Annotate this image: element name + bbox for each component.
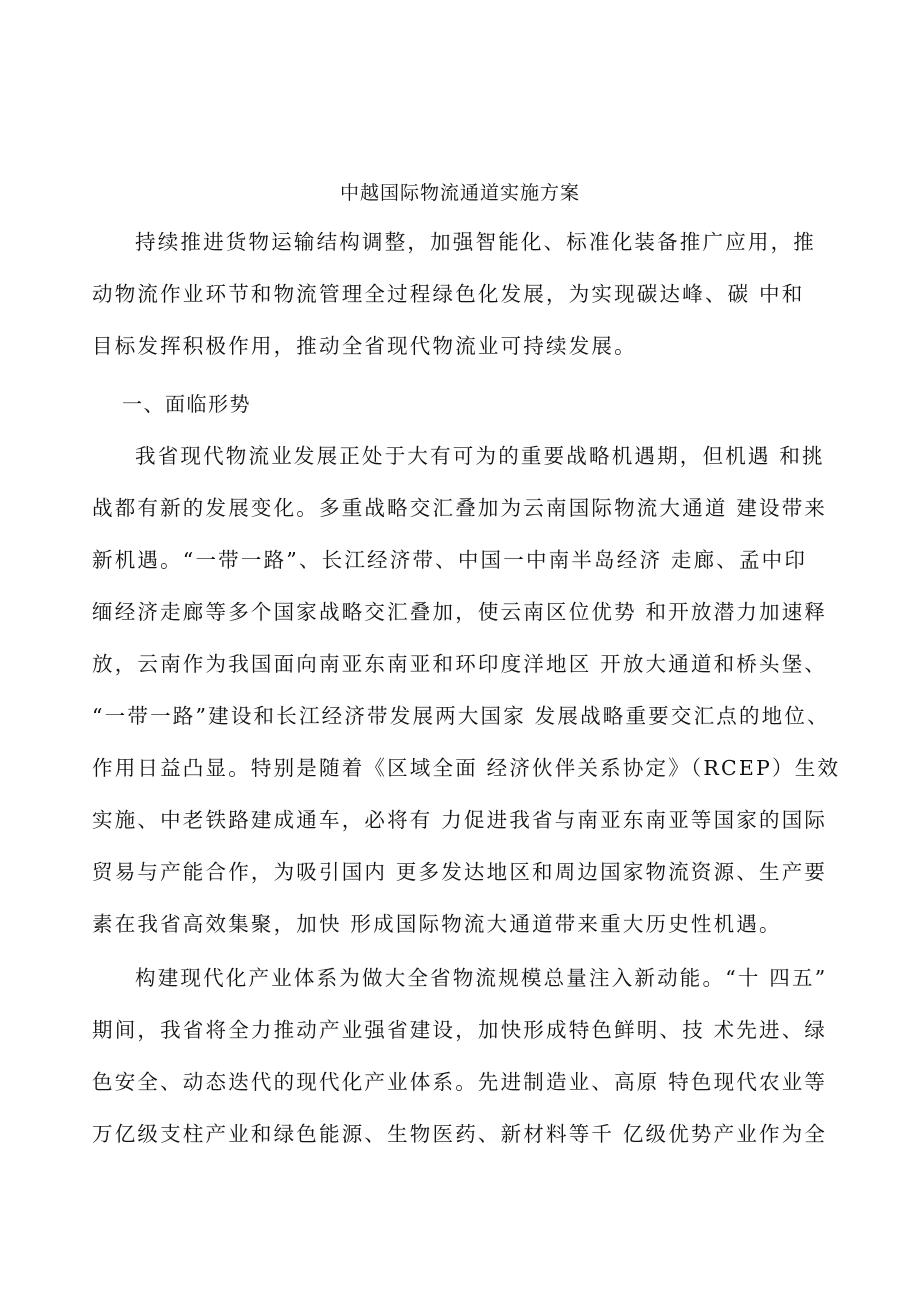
section-heading: 一、面临形势 (122, 392, 251, 416)
text-line: 实施、中老铁路建成通车，必将有 力促进我省与南亚东南亚等国家的国际 (92, 808, 828, 832)
text-line: 构建现代化产业体系为做大全省物流规模总量注入新动能。“十 四五” (135, 966, 828, 990)
text-line: 持续推进货物运输结构调整，加强智能化、标准化装备推广应用，推 (135, 230, 816, 254)
document-title: 中越国际物流通道实施方案 (339, 182, 580, 204)
text-line: 战都有新的发展变化。多重战略交汇叠加为云南国际物流大通道 建设带来 (92, 496, 828, 520)
text-line: 我省现代物流业发展正处于大有可为的重要战略机遇期，但机遇 和挑 (135, 444, 825, 468)
text-line: 放，云南作为我国面向南亚东南亚和环印度洋地区 开放大通道和桥头堡、 (92, 652, 828, 676)
text-line: 素在我省高效集聚，加快 形成国际物流大通道带来重大历史性机遇。 (92, 912, 782, 936)
text-line: 动物流作业环节和物流管理全过程绿色化发展，为实现碳达峰、碳 中和 (92, 282, 805, 306)
text-line: 贸易与产能合作，为吸引国内 更多发达地区和周边国家物流资源、生产要 (92, 860, 828, 884)
text-line: 目标发挥积极作用，推动全省现代物流业可持续发展。 (92, 334, 637, 358)
text-line: “一带一路”建设和长江经济带发展两大国家 发展战略重要交汇点的地位、 (92, 704, 830, 728)
text-line: 缅经济走廊等多个国家战略交汇叠加，使云南区位优势 和开放潜力加速释 (92, 600, 828, 624)
text-line: 新机遇。“一带一路”、长江经济带、中国一中南半岛经济 走廊、孟中印 (92, 548, 808, 572)
text-line: 作用日益凸显。特别是随着《区域全面 经济伙伴关系协定》（RCEP）生效 (92, 756, 841, 780)
text-line: 期间，我省将全力推动产业强省建设，加快形成特色鲜明、技 术先进、绿 (92, 1018, 828, 1042)
text-line: 色安全、动态迭代的现代化产业体系。先进制造业、高原 特色现代农业等 (92, 1070, 828, 1094)
text-line: 万亿级支柱产业和绿色能源、生物医药、新材料等千 亿级优势产业作为全 (92, 1122, 828, 1146)
